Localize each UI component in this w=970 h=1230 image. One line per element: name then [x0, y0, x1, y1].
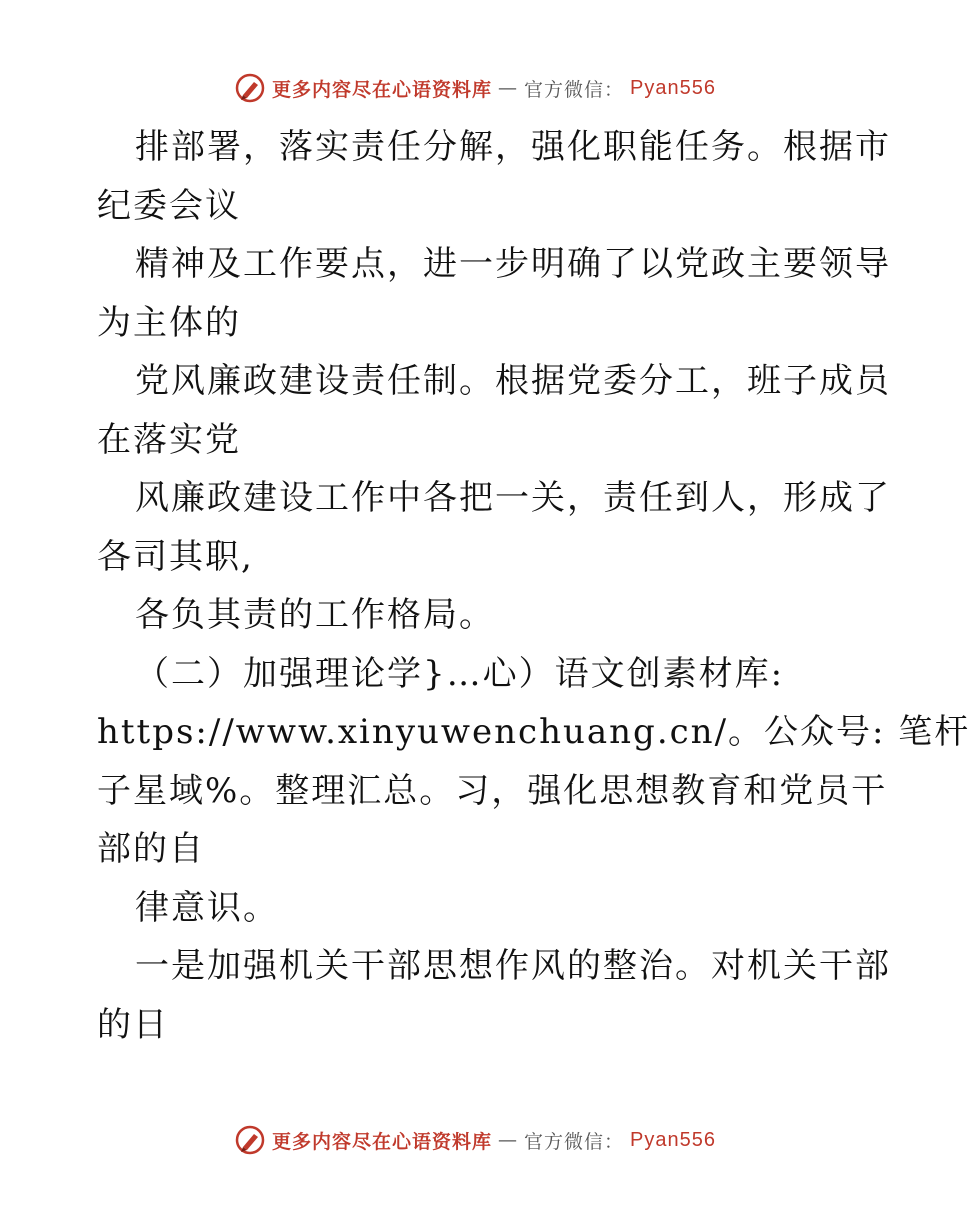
text-line: 一是加强机关干部思想作风的整治。对机关干部 — [135, 946, 891, 986]
text-line: 的日 — [97, 1004, 169, 1045]
text-line: 党风廉政建设责任制。根据党委分工，班子成员 — [135, 361, 891, 401]
watermark-dash: — — [498, 1129, 519, 1151]
watermark-text: 更多内容尽在心语资料库 — [272, 78, 493, 101]
section-heading: （二）加强理论学}…心）语文创素材库: — [135, 653, 785, 694]
text-line: 精神及工作要点，进一步明确了以党政主要领导 — [135, 244, 891, 284]
header-watermark — [0, 72, 950, 104]
watermark-official-label: 官方微信： — [524, 1130, 625, 1153]
watermark-wechat-id: Pyan556 — [630, 76, 716, 99]
text-line: 部的自 — [97, 829, 205, 869]
watermark-dash: — — [498, 77, 519, 99]
text-line: 各司其职, — [97, 536, 254, 577]
text-line: 纪委会议 — [97, 185, 241, 226]
footer-watermark — [0, 1124, 950, 1156]
watermark-official-label: 官方微信： — [524, 78, 625, 101]
watermark-text: 更多内容尽在心语资料库 — [272, 1130, 493, 1153]
watermark-wechat-id: Pyan556 — [630, 1128, 716, 1151]
document-body — [97, 118, 970, 1054]
text-line: 各负其责的工作格局。 — [135, 595, 495, 635]
text-line: 在落实党 — [97, 419, 241, 460]
text-line: https://www.xinyuwenchuang.cn/。公众号: 笔杆 — [97, 712, 970, 752]
pen-logo-icon — [234, 1124, 266, 1156]
text-line: 为主体的 — [97, 302, 241, 343]
text-line: 风廉政建设工作中各把一关，责任到人，形成了 — [135, 478, 891, 518]
text-line: 排部署，落实责任分解，强化职能任务。根据市 — [135, 127, 891, 167]
text-line: 子星域%。整理汇总。习，强化思想教育和党员干 — [97, 770, 888, 811]
text-line: 律意识。 — [135, 887, 279, 928]
pen-logo-icon — [234, 72, 266, 104]
